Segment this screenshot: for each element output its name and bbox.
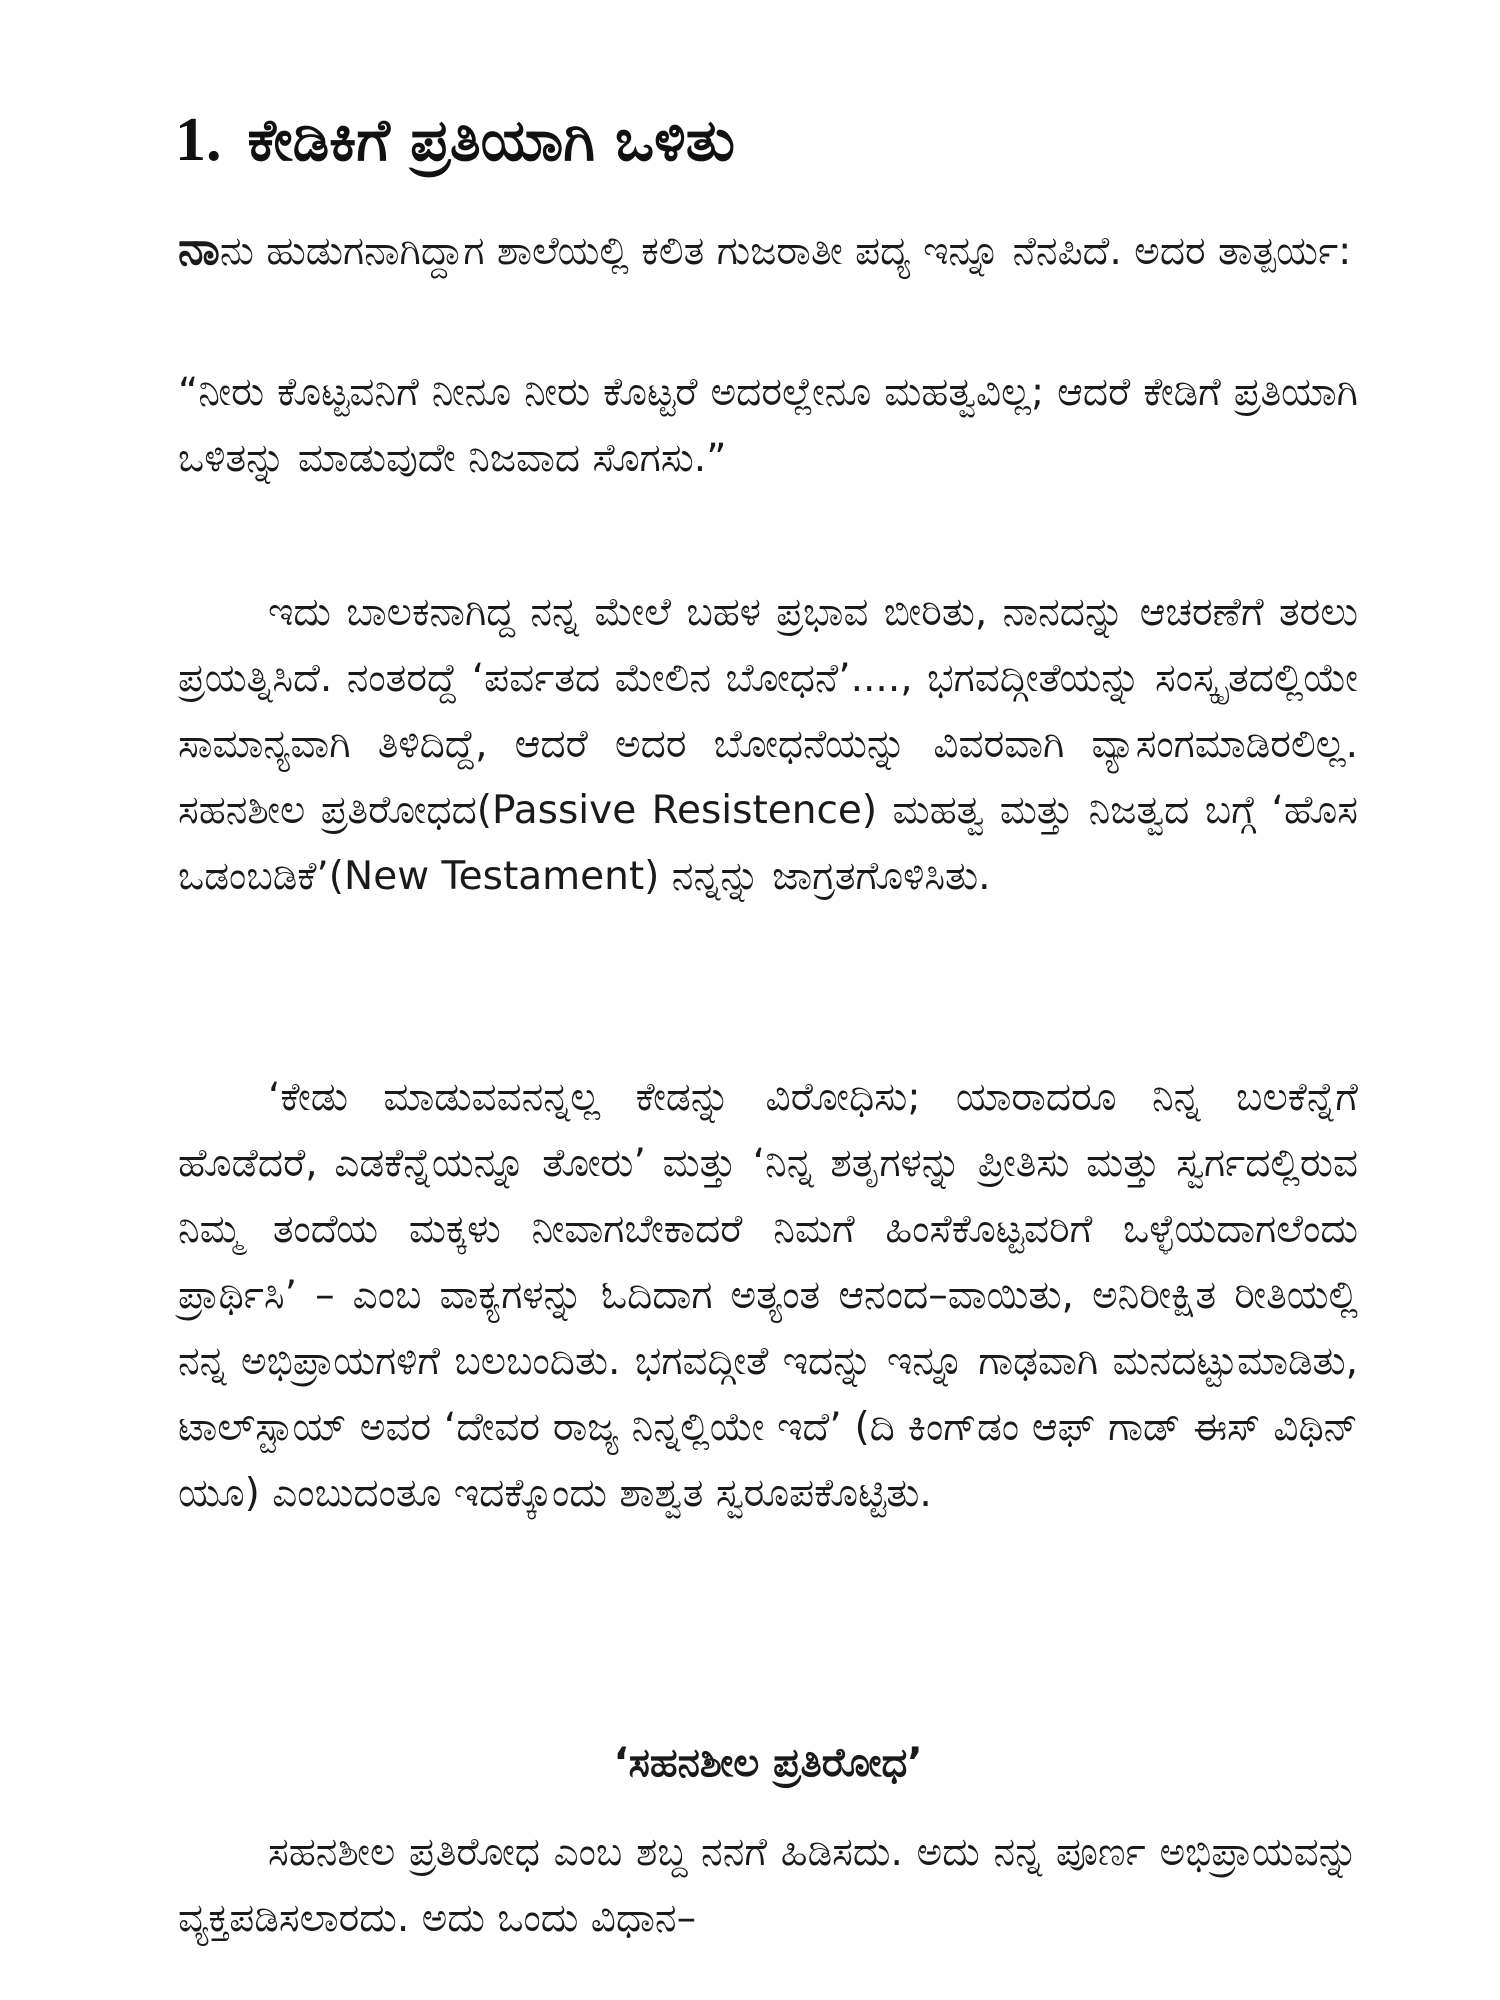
intro-paragraph	[178, 215, 1358, 285]
paragraph-3: ‘ಕೇಡು ಮಾಡುವವನನ್ನಲ್ಲ ಕೇಡನ್ನು ವಿರೋಧಿಸು; ಯಾರಾದರೂ ನಿನ್ನ ಬಲಕೆನ್ನೆಗೆ ಹೊಡೆದರೆ, ಎಡಕೆನ್ನೆಯನ್ನೂ ತೋರು’ ಮತ್ತು ‘ನಿನ್ನ ಶತೃಗಳನ್ನು ಪ್ರೀತಿಸು ಮತ್ತು ಸ್ವರ್ಗದಲ್ಲಿರುವ ನಿಮ್ಮ ತಂದೆಯ ಮಕ್ಕಳು ನೀವಾಗಬೇಕಾದರೆ ನಿಮಗೆ ಹಿಂಸೆಕೊಟ್ಟವರಿಗೆ ಒಳ್ಳೆಯದಾಗಲೆಂದು ಪ್ರಾರ್ಥಿಸಿ’ – ಎಂಬ ವಾಕ್ಯಗಳನ್ನು ಓದಿದಾಗ ಅತ್ಯಂತ ಆನಂದ–ವಾಯಿತು, ಅನಿರೀಕ್ಷಿತ ರೀತಿಯಲ್ಲಿ ನನ್ನ ಅಭಿಪ್ರಾಯಗಳಿಗೆ ಬಲಬಂದಿತು. ಭಗವದ್ಗೀತೆ ಇದನ್ನು ಇನ್ನೂ ಗಾಢವಾಗಿ ಮನದಟ್ಟುಮಾಡಿತು, ಟಾಲ್‌ಸ್ಟಾಯ್ ಅವರ ‘ದೇವರ ರಾಜ್ಯ ನಿನ್ನಲ್ಲಿಯೇ ಇದೆ’ (ದಿ ಕಿಂಗ್‌ಡಂ ಆಫ್ ಗಾಡ್ ಈಸ್ ವಿಥಿನ್ ಯೂ) ಎಂಬುದಂತೂ ಇದಕ್ಕೊಂದು ಶಾಶ್ವತ ಸ್ವರೂಪಕೊಟ್ಟಿತು.	[178, 1075, 1358, 1516]
chapter-title-text: ಕೇಡಿಕಿಗೆ ಪ್ರತಿಯಾಗಿ ಒಳಿತು	[247, 106, 735, 174]
section-heading: ‘ಸಹನಶೀಲ ಪ್ರತಿರೋಧ’	[613, 1740, 923, 1786]
chapter-title	[175, 100, 1375, 180]
chapter-number: 1.	[175, 106, 222, 174]
quote-paragraph: “ನೀರು ಕೊಟ್ಟವನಿಗೆ ನೀನೂ ನೀರು ಕೊಟ್ಟರೆ ಅದರಲ್ಲೇನೂ ಮಹತ್ವವಿಲ್ಲ; ಆದರೆ ಕೇಡಿಗೆ ಪ್ರತಿಯಾಗಿ ಒಳಿತನ್ನು ಮಾಡುವುದೇ ನಿಜವಾದ ಸೊಗಸು.”	[178, 370, 1358, 481]
paragraph-4: ಸಹನಶೀಲ ಪ್ರತಿರೋಧ ಎಂಬ ಶಬ್ದ ನನಗೆ ಹಿಡಿಸದು. ಅದು ನನ್ನ ಪೂರ್ಣ ಅಭಿಪ್ರಾಯವನ್ನು ವ್ಯಕ್ತಪಡಿಸಲಾರದು. ಅದು ಒಂದು ವಿಧಾನ–	[178, 1830, 1358, 1941]
intro-text: ನು ಹುಡುಗನಾಗಿದ್ದಾಗ ಶಾಲೆಯಲ್ಲಿ ಕಲಿತ ಗುಜರಾತೀ ಪದ್ಯ ಇನ್ನೂ ನೆನಪಿದೆ. ಅದರ ತಾತ್ಪರ್ಯ:	[219, 229, 1352, 274]
intro-first-word: ನಾ	[178, 221, 220, 275]
paragraph-2: ಇದು ಬಾಲಕನಾಗಿದ್ದ ನನ್ನ ಮೇಲೆ ಬಹಳ ಪ್ರಭಾವ ಬೀರಿತು, ನಾನದನ್ನು ಆಚರಣೆಗೆ ತರಲು ಪ್ರಯತ್ನಿಸಿದೆ. ನಂತರದ್ದೆ ‘ಪರ್ವತದ ಮೇಲಿನ ಬೋಧನೆ’...., ಭಗವದ್ಗೀತೆಯನ್ನು ಸಂಸ್ಕೃತದಲ್ಲಿಯೇ ಸಾಮಾನ್ಯವಾಗಿ ತಿಳಿದಿದ್ದೆ, ಆದರೆ ಅದರ ಬೋಧನೆಯನ್ನು ವಿವರವಾಗಿ ವ್ಯಾಸಂಗಮಾಡಿರಲಿಲ್ಲ. ಸಹನಶೀಲ ಪ್ರತಿರೋಧದ(Passive Resistence) ಮಹತ್ವ ಮತ್ತು ನಿಜತ್ವದ ಬಗ್ಗೆ ‘ಹೊಸ ಒಡಂಬಡಿಕೆ’(New Testament) ನನ್ನನ್ನು ಜಾಗ್ರತಗೊಳಿಸಿತು.	[178, 590, 1358, 899]
